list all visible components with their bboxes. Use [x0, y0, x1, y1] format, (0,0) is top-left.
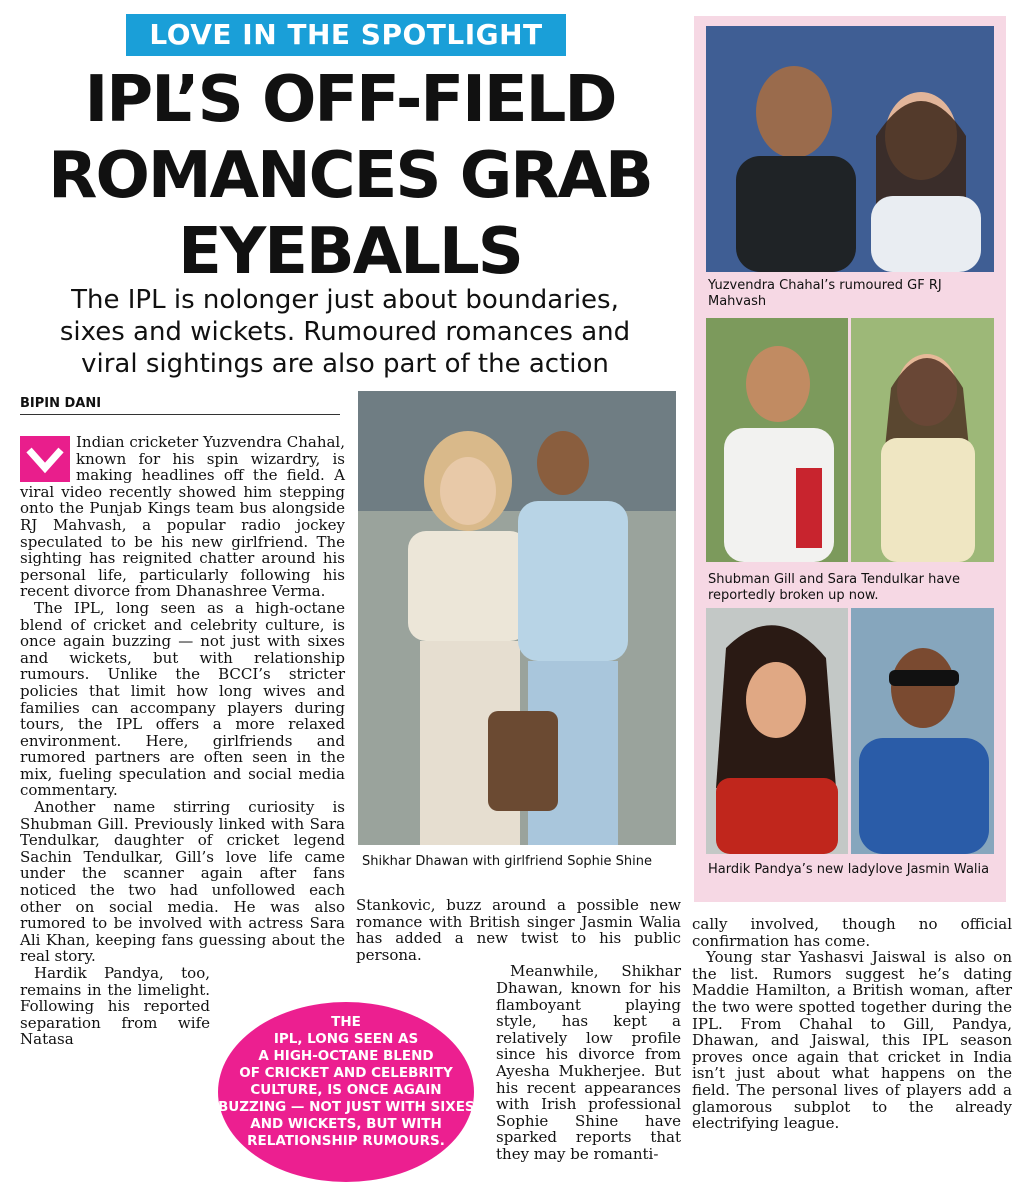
pull-quote-line: A HIGH-OCTANE BLEND [258, 1048, 434, 1064]
standfirst [20, 284, 670, 380]
dropcap-chevron-icon [20, 436, 70, 482]
paragraph: The IPL, long seen as a high-octane blend of cricket and celebrity culture, is once again buzzing — not just with sixes and wickets, but with relationship rumours. Unlike the BCCI’s stricter policies that limit how long wives and families can accompany players during tours, the IPL offers a more relaxed environment. Here, girlfriends and rumored partners are often seen in the mix, fueling speculation and social media commentary. [20, 598, 345, 800]
paragraph: cally involved, though no official confirmation has come. [692, 915, 1012, 950]
byline: BIPIN DANI [20, 396, 340, 415]
paragraph-text: Indian cricketer Yuzvendra Chahal, known for his spin wizardry, is making headlines off the field. A viral video recently showed him stepping onto the Punjab Kings team bus alongside RJ Mahvash, a popular radio jockey speculated to be his new girlfriend. The sighting has reignited chatter around his personal life, particularly following his recent divorce from Dhanashree Verma. [20, 433, 345, 601]
pull-quote [218, 1002, 474, 1182]
photo-jasmin-walia [706, 608, 848, 854]
paragraph: Stankovic, buzz around a possible new romance with British singer Jasmin Walia has added a new twist to his public persona. [356, 896, 681, 964]
paragraph: Another name stirring curiosity is Shubman Gill. Previously linked with Sara Tendulkar, daughter of cricket legend Sachin Tendulkar, Gill’s love life came under the scanner again after fans noticed the two had unfollowed each other on social media. He was also rumored to be involved with actress Sara Ali Khan, keeping fans guessing about the real story. [20, 798, 345, 966]
caption-pandya: Hardik Pandya’s new ladylove Jasmin Walia [708, 862, 990, 877]
standfirst-line-1: The IPL is nolonger just about boundaries, [71, 285, 619, 315]
paragraph: Hardik Pandya, too, remains in the limelight. Following his reported separation from wife Natasa [20, 964, 210, 1049]
photo-dhawan-and-sophie-shine [358, 391, 676, 845]
paragraph: Young star Yashasvi Jaiswal is also on the list. Rumors suggest he’s dating Maddie Hamilton, a British woman, after the two were spotted together during the IPL. From Chahal to Gill, Pandya, Dhawan, and Jaiswal, this IPL season proves once again that cricket in India isn’t just about what happens on the field. The personal lives of players add a glamorous subplot to the already electrifying league. [692, 948, 1012, 1133]
headline-line-2: ROMANCES GRAB [48, 139, 652, 213]
paragraph [20, 434, 345, 600]
pull-quote-line: RELATIONSHIP RUMOURS. [247, 1133, 445, 1149]
standfirst-line-2: sixes and wickets. Rumoured romances and [59, 317, 631, 347]
photo-hardik-pandya [851, 608, 994, 854]
article-column-3 [692, 916, 1012, 1132]
section-kicker: LOVE IN THE SPOTLIGHT [126, 14, 566, 56]
pull-quote-line: CULTURE, IS ONCE AGAIN [250, 1082, 442, 1098]
photo-shubman-gill [706, 318, 848, 562]
article-column-1 [20, 434, 345, 1048]
caption-main-photo: Shikhar Dhawan with girlfriend Sophie Shine [362, 854, 652, 869]
pull-quote-line: OF CRICKET AND CELEBRITY [239, 1065, 453, 1081]
pull-quote-line: IPL, LONG SEEN AS [273, 1031, 419, 1047]
headline-line-3: EYEBALLS [178, 215, 522, 289]
headline [20, 62, 680, 290]
pull-quote-line: BUZZING — NOT JUST WITH SIXES [218, 1099, 475, 1115]
caption-gill: Shubman Gill and Sara Tendulkar have reportedly broken up now. [708, 572, 960, 603]
photo-chahal-and-mahvash [706, 26, 994, 272]
photo-sara-tendulkar [851, 318, 994, 562]
headline-line-1: IPL’S OFF-FIELD [84, 63, 616, 137]
standfirst-line-3: viral sightings are also part of the action [81, 349, 609, 379]
caption-chahal: Yuzvendra Chahal’s rumoured GF RJ Mahvash [708, 278, 942, 309]
paragraph: Meanwhile, Shikhar Dhawan, known for his flamboyant playing style, has kept a relatively low profile since his divorce from Ayesha Mukherjee. But his recent appearances with Irish professional Sophie Shine have sparked reports that they may be romanti- [496, 962, 681, 1163]
pull-quote-line: THE [331, 1014, 361, 1030]
pull-quote-line: AND WICKETS, BUT WITH [250, 1116, 442, 1132]
